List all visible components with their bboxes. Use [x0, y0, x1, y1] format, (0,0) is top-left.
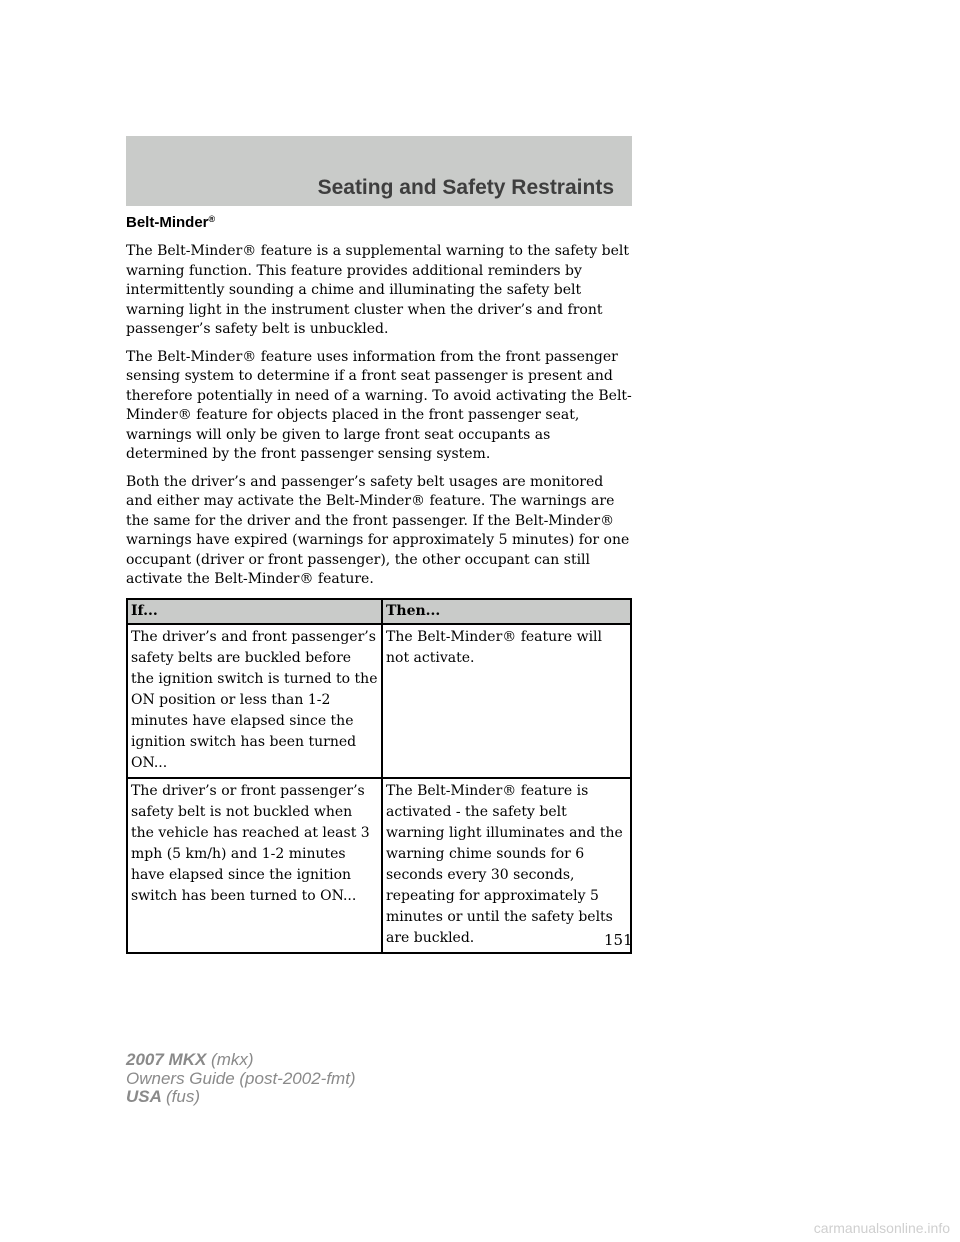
table-row — [127, 624, 631, 778]
table-cell: The Belt-Minder® feature is activated - the safety belt warning light illuminates and the warning chime sounds for 6 seconds every 30 seconds, repeating for approximately 5 minutes or until the safety belts are buckled. — [382, 778, 631, 953]
section-title: Belt-Minder® — [126, 214, 216, 231]
page-number: 151 — [604, 931, 633, 949]
footer-line-3: USA (fus) — [126, 1087, 200, 1106]
document-footer — [126, 1051, 356, 1107]
table-cell: The driver’s and front passenger’s safety belts are buckled before the ignition switch is turned to the ON position or less than 1-2 minutes have elapsed since the ignition switch has been turned ON... — [127, 624, 382, 778]
belt-minder-table — [126, 598, 632, 954]
chapter-title: Seating and Safety Restraints — [317, 176, 614, 199]
table-row — [127, 778, 631, 953]
page-content — [126, 214, 632, 954]
footer-line-2: Owners Guide (post-2002-fmt) — [126, 1068, 356, 1088]
table-cell: The driver’s or front passenger’s safety belt is not buckled when the vehicle has reached at least 3 mph (5 km/h) and 1-2 minutes have elapsed since the ignition switch has been turned to ON... — [127, 778, 382, 953]
footer-line-1: 2007 MKX (mkx) — [126, 1050, 254, 1069]
paragraph-2: The Belt-Minder® feature uses information from the front passenger sensing system to determine if a front seat passenger is present and therefore potentially in need of a warning. To avoid activating the Belt-Minder® feature for objects placed in the front passenger seat, warnings will only be given to large front seat occupants as determined by the front passenger sensing system. — [126, 348, 632, 462]
section-header-band — [126, 136, 632, 206]
registered-mark: ® — [208, 214, 216, 224]
column-header-then: Then... — [382, 599, 631, 624]
paragraph-3: Both the driver’s and passenger’s safety belt usages are monitored and either may activate the Belt-Minder® feature. The warnings are the same for the driver and the front passenger. If the Belt-Minder® warnings have expired (warnings for approximately 5 minutes) for one occupant (driver or front passenger), the other occupant can still activate the Belt-Minder® feature. — [126, 473, 630, 587]
table-cell: The Belt-Minder® feature will not activate. — [382, 624, 631, 778]
table-header-row — [127, 599, 631, 624]
paragraph-1: The Belt-Minder® feature is a supplemental warning to the safety belt warning function. This feature provides additional reminders by intermittently sounding a chime and illuminating the safety belt warning light in the instrument cluster when the driver’s and front passenger’s safety belt is unbuckled. — [126, 243, 630, 337]
watermark: carmanualsonline.info — [813, 1220, 950, 1236]
column-header-if: If... — [127, 599, 382, 624]
